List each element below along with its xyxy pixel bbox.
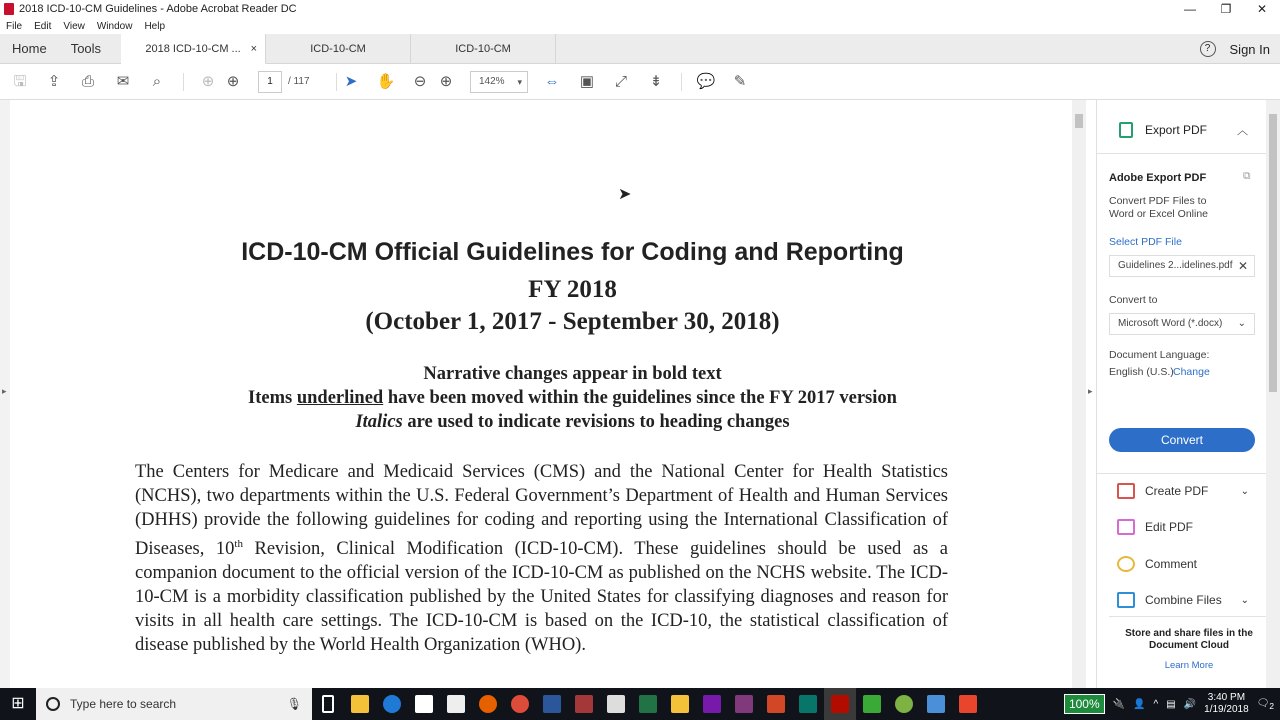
camtasia-icon[interactable] (856, 688, 888, 720)
powerpoint-icon[interactable] (760, 688, 792, 720)
tool-combine-files[interactable] (1117, 592, 1247, 608)
taskbar-search[interactable] (36, 688, 312, 720)
selected-file-field[interactable] (1109, 255, 1255, 277)
maximize-button[interactable]: ❐ (1220, 2, 1232, 16)
text: The Centers for Medicare and Medicaid Services (CMS) and the National Center for Health Statistics (NCHS), two departments within the U.S. Federal Government’s Department of Health and Human Services (DHHS) provide the following guidelines for coding and reporting using the International Classification of Diseases, 10 (135, 462, 948, 560)
intro-paragraph (135, 460, 948, 657)
upload-cloud-icon[interactable]: ⇪ (47, 73, 61, 90)
time: 3:40 PM (1207, 692, 1246, 703)
tool-label: Comment (1145, 557, 1198, 571)
zoom-select[interactable]: 142% ▾ (470, 71, 528, 93)
doc-fy: FY 2018 (528, 276, 617, 303)
language-value: English (U.S.) (1109, 366, 1174, 378)
doc-tab-active[interactable] (121, 34, 266, 64)
tab-tools[interactable]: Tools (70, 40, 102, 56)
title-bar (0, 0, 1280, 18)
tool-label: Combine Files (1145, 593, 1222, 607)
volume-icon[interactable]: 🔊 (1183, 698, 1197, 710)
power-plug-icon[interactable]: 🔌 (1112, 698, 1126, 710)
hand-tool-icon[interactable]: ✋ (376, 73, 396, 90)
highlight-pen-icon[interactable]: ✎ (733, 73, 747, 90)
acrobat-taskbar-icon[interactable] (824, 688, 856, 720)
chrome-icon[interactable] (504, 688, 536, 720)
next-page-icon[interactable]: ⊕ (226, 73, 240, 90)
text: th (234, 538, 243, 550)
search-icon[interactable]: ⌕ (152, 73, 162, 90)
panel-scrollbar[interactable] (1266, 100, 1280, 688)
chevron-down-icon: ⌄ (1240, 594, 1249, 606)
acrobat-icon (4, 3, 14, 15)
user-folder-icon[interactable] (664, 688, 696, 720)
tool-label: Edit PDF (1145, 520, 1194, 534)
app-blue-icon[interactable] (920, 688, 952, 720)
right-pane (1096, 100, 1266, 688)
chevron-down-icon: ⌄ (1240, 485, 1249, 497)
save-icon[interactable]: 🖫 (13, 73, 27, 90)
tool-create-pdf[interactable] (1117, 483, 1247, 499)
firefox-icon[interactable] (472, 688, 504, 720)
help-icon[interactable]: ? (1200, 41, 1216, 57)
clock[interactable] (1204, 692, 1249, 716)
change-language-link[interactable]: Change (1173, 366, 1210, 378)
page-number-input[interactable]: 1 (258, 71, 282, 93)
panel-title: Adobe Export PDF (1109, 172, 1207, 184)
select-pdf-file-link[interactable]: Select PDF File (1109, 236, 1182, 248)
chevron-down-icon: ⌄ (1237, 318, 1246, 329)
export-pdf-icon (1119, 122, 1133, 138)
doc-dates: (October 1, 2017 - September 30, 2018) (365, 308, 780, 335)
collapse-right-pane-icon[interactable]: ▸ (1088, 386, 1093, 396)
cortana-icon (46, 697, 60, 711)
onenote-icon[interactable] (696, 688, 728, 720)
edge-icon[interactable] (376, 688, 408, 720)
menu-view[interactable]: View (63, 20, 85, 32)
comment-icon[interactable]: 💬 (696, 73, 716, 90)
word-icon[interactable] (536, 688, 568, 720)
print-icon[interactable]: ⎙ (81, 73, 94, 90)
file-name: Guidelines 2...idelines.pdf (1118, 260, 1233, 271)
cloud-promo: Store and share files in the Document Cloud (1125, 628, 1253, 651)
note-underlined (0, 388, 1086, 409)
app-green-circle-icon[interactable] (888, 688, 920, 720)
excel-icon[interactable] (632, 688, 664, 720)
zoom-in-icon[interactable]: ⊕ (439, 73, 453, 90)
remove-file-icon[interactable]: ✕ (1237, 259, 1248, 273)
select-cursor-icon[interactable]: ➤ (344, 73, 358, 90)
create-pdf-icon (1117, 483, 1135, 499)
menu-edit[interactable]: Edit (34, 20, 52, 32)
document-view[interactable] (0, 100, 1086, 688)
expand-left-pane-icon[interactable]: ▸ (2, 386, 7, 396)
windows-start-icon[interactable]: ⊞ (11, 695, 25, 712)
tool-comment[interactable] (1117, 556, 1247, 572)
learn-more-link[interactable]: Learn More (1164, 660, 1214, 671)
microphone-icon[interactable]: 🎙 (286, 697, 302, 711)
convert-to-label: Convert to (1109, 294, 1158, 306)
scroll-mode-icon[interactable]: ⇟ (649, 73, 663, 90)
sign-in-button[interactable]: Sign In (1229, 41, 1270, 57)
text: Italics (355, 412, 403, 432)
taskbar (0, 688, 1280, 720)
tab-home[interactable]: Home (12, 40, 47, 56)
full-screen-icon[interactable]: ⤢ (614, 73, 627, 90)
edit-pdf-icon (1117, 519, 1135, 535)
publisher-icon[interactable] (792, 688, 824, 720)
action-center-icon[interactable]: $🗨_2$ (1256, 697, 1274, 711)
notification-count: 2 (1269, 700, 1274, 711)
panel-description: Convert PDF Files to Word or Excel Online (1109, 195, 1209, 220)
doc-tab-label: ICD-10-CM (310, 42, 366, 55)
task-view-icon[interactable] (312, 688, 344, 720)
search-placeholder: Type here to search (70, 697, 177, 711)
prev-page-icon[interactable]: ⊕ (201, 73, 215, 90)
menu-file[interactable]: File (6, 20, 23, 32)
page-total: / 117 (288, 76, 310, 87)
tool-label: Create PDF (1145, 484, 1209, 498)
menu-window[interactable]: Window (96, 20, 133, 32)
toolbar (0, 64, 1280, 100)
fit-page-icon[interactable]: ▣ (579, 73, 595, 90)
note-italics (0, 412, 1086, 433)
combine-files-icon (1117, 592, 1135, 608)
export-pdf-header[interactable]: Export PDF (1145, 123, 1208, 137)
text: have been moved within the guidelines since the FY 2017 version (383, 388, 897, 408)
text: Revision, Clinical Modification (ICD-10-CM). These guidelines should be used as a companion document to the official version of the ICD-10-CM as published on the NCHS website. The ICD-10-CM is a morbidity classification published by the United States for classifying diagnoses and reason for visits in all health care settings. The ICD-10-CM is based on the ICD-10, the statistical classification of disease published by the World Health Organization (WHO). (135, 539, 948, 656)
text: Items (248, 388, 297, 408)
document-scrollbar[interactable] (1072, 100, 1086, 688)
language-label: Document Language: (1109, 349, 1210, 361)
minimize-button[interactable]: — (1184, 2, 1196, 16)
fit-width-icon[interactable]: ⇔ (544, 73, 560, 90)
doc-tab[interactable] (411, 34, 556, 64)
camtasia-recorder-icon[interactable] (952, 688, 984, 720)
note-bold: Narrative changes appear in bold text (423, 364, 722, 384)
network-icon[interactable]: ▤ (1166, 698, 1176, 710)
system-tray (1064, 688, 1280, 720)
zoom-out-icon[interactable]: ⊖ (413, 73, 427, 90)
mail-icon[interactable] (440, 688, 472, 720)
text: underlined (296, 388, 384, 408)
access-icon[interactable] (568, 688, 600, 720)
window-title: 2018 ICD-10-CM Guidelines - Adobe Acrobat Reader DC (19, 3, 297, 15)
show-hidden-icons[interactable]: ^ (1153, 698, 1159, 710)
convert-to-select[interactable] (1109, 313, 1255, 335)
doc-tab-label: ICD-10-CM (455, 42, 511, 55)
people-icon[interactable]: 👤 (1133, 698, 1146, 710)
email-icon[interactable]: ✉ (116, 73, 130, 90)
doc-title: ICD-10-CM Official Guidelines for Coding and Reporting (241, 238, 904, 266)
comment-tool-icon (1117, 556, 1135, 572)
battery-indicator[interactable]: 100% (1064, 694, 1105, 714)
calculator-icon[interactable] (600, 688, 632, 720)
format-value: Microsoft Word (*.docx) (1118, 318, 1223, 329)
store-icon[interactable] (408, 688, 440, 720)
close-tab-icon[interactable]: × (250, 42, 258, 55)
text: are used to indicate revisions to heading changes (402, 412, 790, 432)
file-explorer-icon[interactable] (344, 688, 376, 720)
online-docs-icon[interactable]: ⧉ (1243, 170, 1251, 182)
doc-tab-label: 2018 ICD-10-CM ... (145, 42, 241, 55)
menu-help[interactable]: Help (144, 20, 166, 32)
mouse-cursor: ➤ (618, 186, 632, 203)
close-window-button[interactable]: ✕ (1256, 2, 1268, 16)
tool-edit-pdf[interactable] (1117, 519, 1247, 535)
collapse-chevron-icon[interactable]: ︿ (1237, 125, 1248, 137)
onenote-2016-icon[interactable] (728, 688, 760, 720)
convert-button[interactable]: Convert (1109, 428, 1255, 452)
doc-tab[interactable] (266, 34, 411, 64)
menu-bar (0, 18, 1280, 34)
tab-bar (0, 34, 1280, 64)
pdf-page (10, 100, 1072, 688)
date: 1/19/2018 (1204, 704, 1249, 715)
